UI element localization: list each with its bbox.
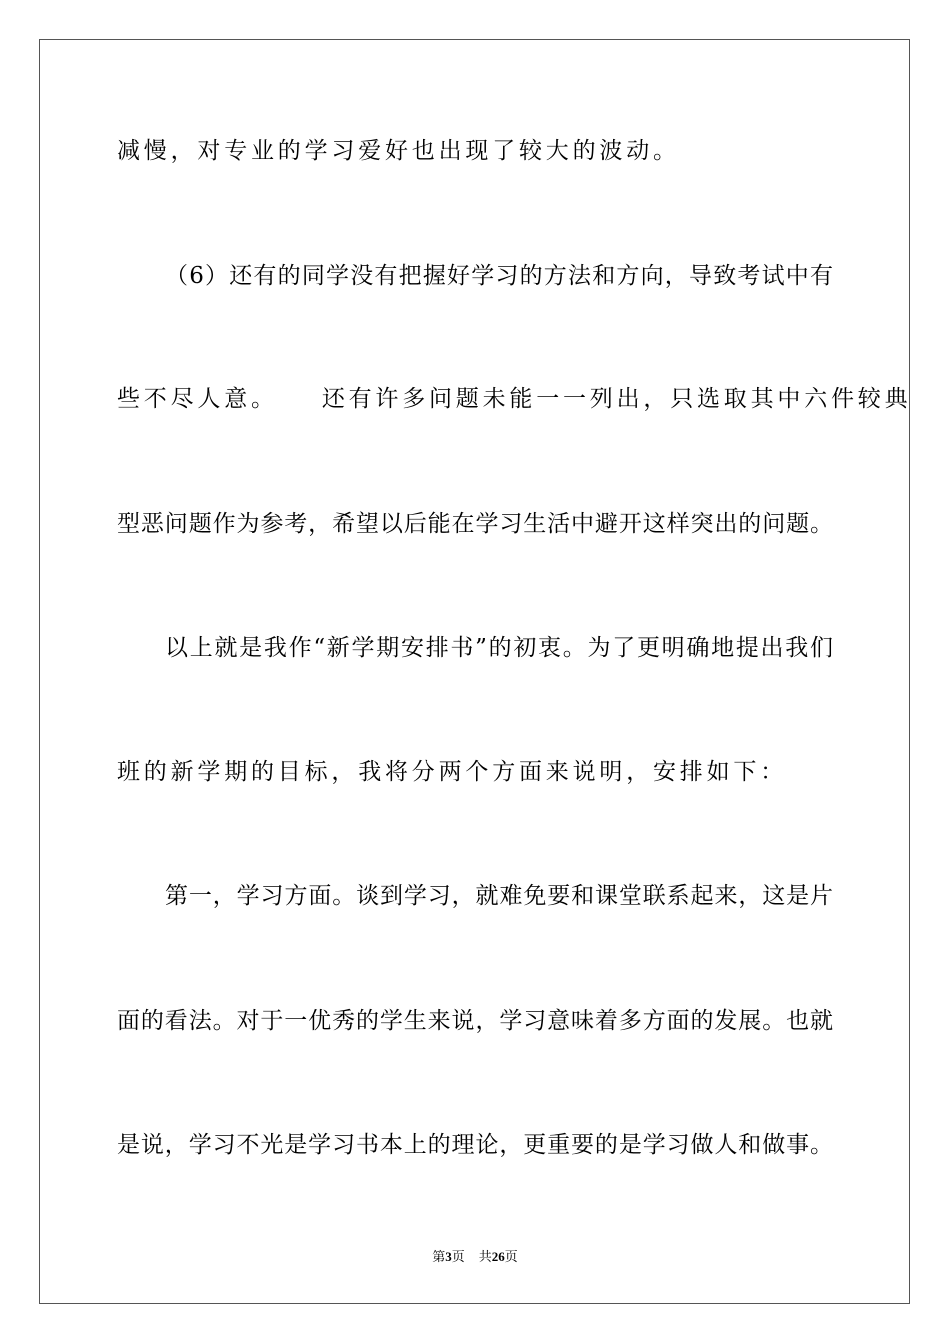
text-line-5: 以上就是我作“新学期安排书”的初衷。为了更明确地提出我们 — [165, 635, 833, 661]
footer-page-prefix: 第 — [432, 1250, 446, 1265]
footer-total-number: 26 — [491, 1249, 505, 1264]
text-line-2: （6）还有的同学没有把握好学习的方法和方向，导致考试中有 — [165, 263, 833, 289]
text-line-3-part-2: 还有许多问题未能一一列出，只选取其中六件较典 — [321, 386, 912, 412]
text-line-4: 型恶问题作为参考，希望以后能在学习生活中避开这样突出的问题。 — [117, 511, 833, 537]
text-line-6: 班的新学期的目标，我将分两个方面来说明，安排如下： — [117, 759, 787, 785]
page-border — [39, 39, 910, 1304]
text-line-9: 是说，学习不光是学习书本上的理论，更重要的是学习做人和做事。 — [117, 1132, 833, 1158]
text-line-7: 第一，学习方面。谈到学习，就难免要和课堂联系起来，这是片 — [165, 883, 833, 909]
footer-total-prefix: 共 — [478, 1250, 492, 1265]
footer-total-suffix: 页 — [504, 1250, 518, 1265]
text-line-3-part-1: 些不尽人意。 — [117, 386, 278, 412]
footer-page-suffix: 页 — [451, 1250, 465, 1265]
text-line-8: 面的看法。对于一优秀的学生来说，学习意味着多方面的发展。也就 — [117, 1008, 833, 1034]
text-line-1: 减慢，对专业的学习爱好也出现了较大的波动。 — [117, 138, 680, 164]
footer-page-number: 3 — [445, 1249, 452, 1264]
text-line-3 — [117, 384, 912, 414]
page-footer — [0, 1249, 950, 1266]
